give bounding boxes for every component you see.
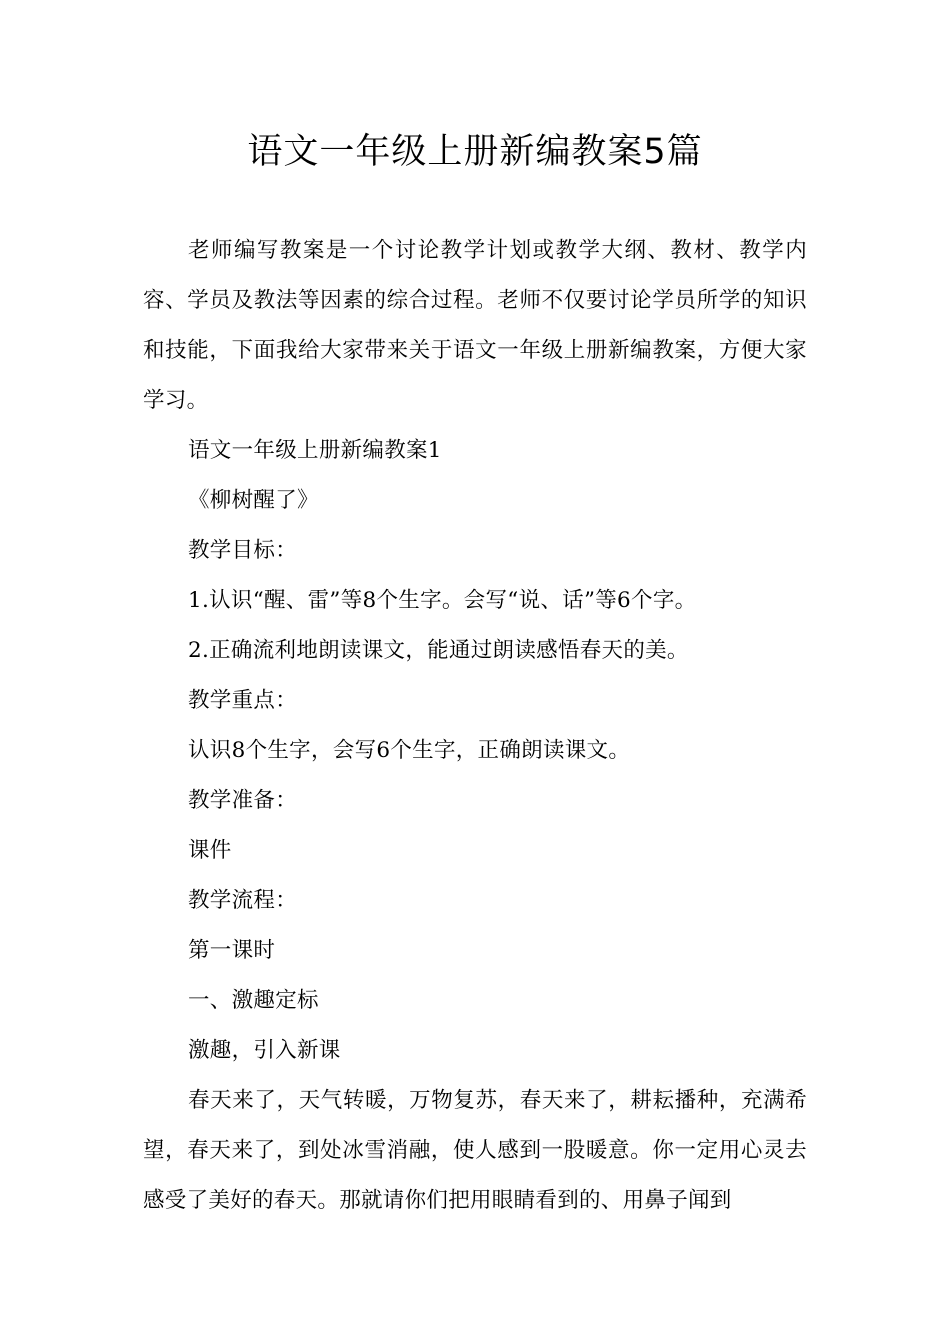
step-subheading: 激趣，引入新课 (188, 1038, 341, 1063)
lesson-title: 《柳树醒了》 (188, 488, 319, 513)
section-heading-goals: 教学目标： (188, 538, 298, 563)
lesson-period: 第一课时 (188, 938, 276, 963)
focus-text: 认识8个生字，会写6个生字，正确朗读课文。 (188, 738, 631, 763)
document-title: 语文一年级上册新编教案5篇 (247, 132, 703, 172)
goal-item-2: 2.正确流利地朗读课文，能通过朗读感悟春天的美。 (188, 638, 689, 663)
step-heading: 一、激趣定标 (188, 988, 319, 1013)
section-heading-focus: 教学重点： (188, 688, 298, 713)
goal-item-1: 1.认识“醒、雷”等8个生字。会写“说、话”等6个字。 (188, 588, 697, 613)
preparation-text: 课件 (188, 838, 232, 863)
body-paragraph: 春天来了，天气转暖，万物复苏，春天来了，耕耘播种，充满希望，春天来了，到处冰雪消融，使人感到一股暖意。你一定用心灵去感受了美好的春天。那就请你们把用眼睛看到的、用鼻子闻到 (143, 1088, 807, 1213)
document-body (143, 226, 807, 1226)
section-heading-process: 教学流程： (188, 888, 298, 913)
intro-paragraph: 老师编写教案是一个讨论教学计划或教学大纲、教材、教学内容、学员及教法等因素的综合过程。老师不仅要讨论学员所学的知识和技能，下面我给大家带来关于语文一年级上册新编教案，方便大家学习。 (143, 238, 807, 413)
lesson-heading: 语文一年级上册新编教案1 (188, 438, 442, 463)
section-heading-preparation: 教学准备： (188, 788, 298, 813)
